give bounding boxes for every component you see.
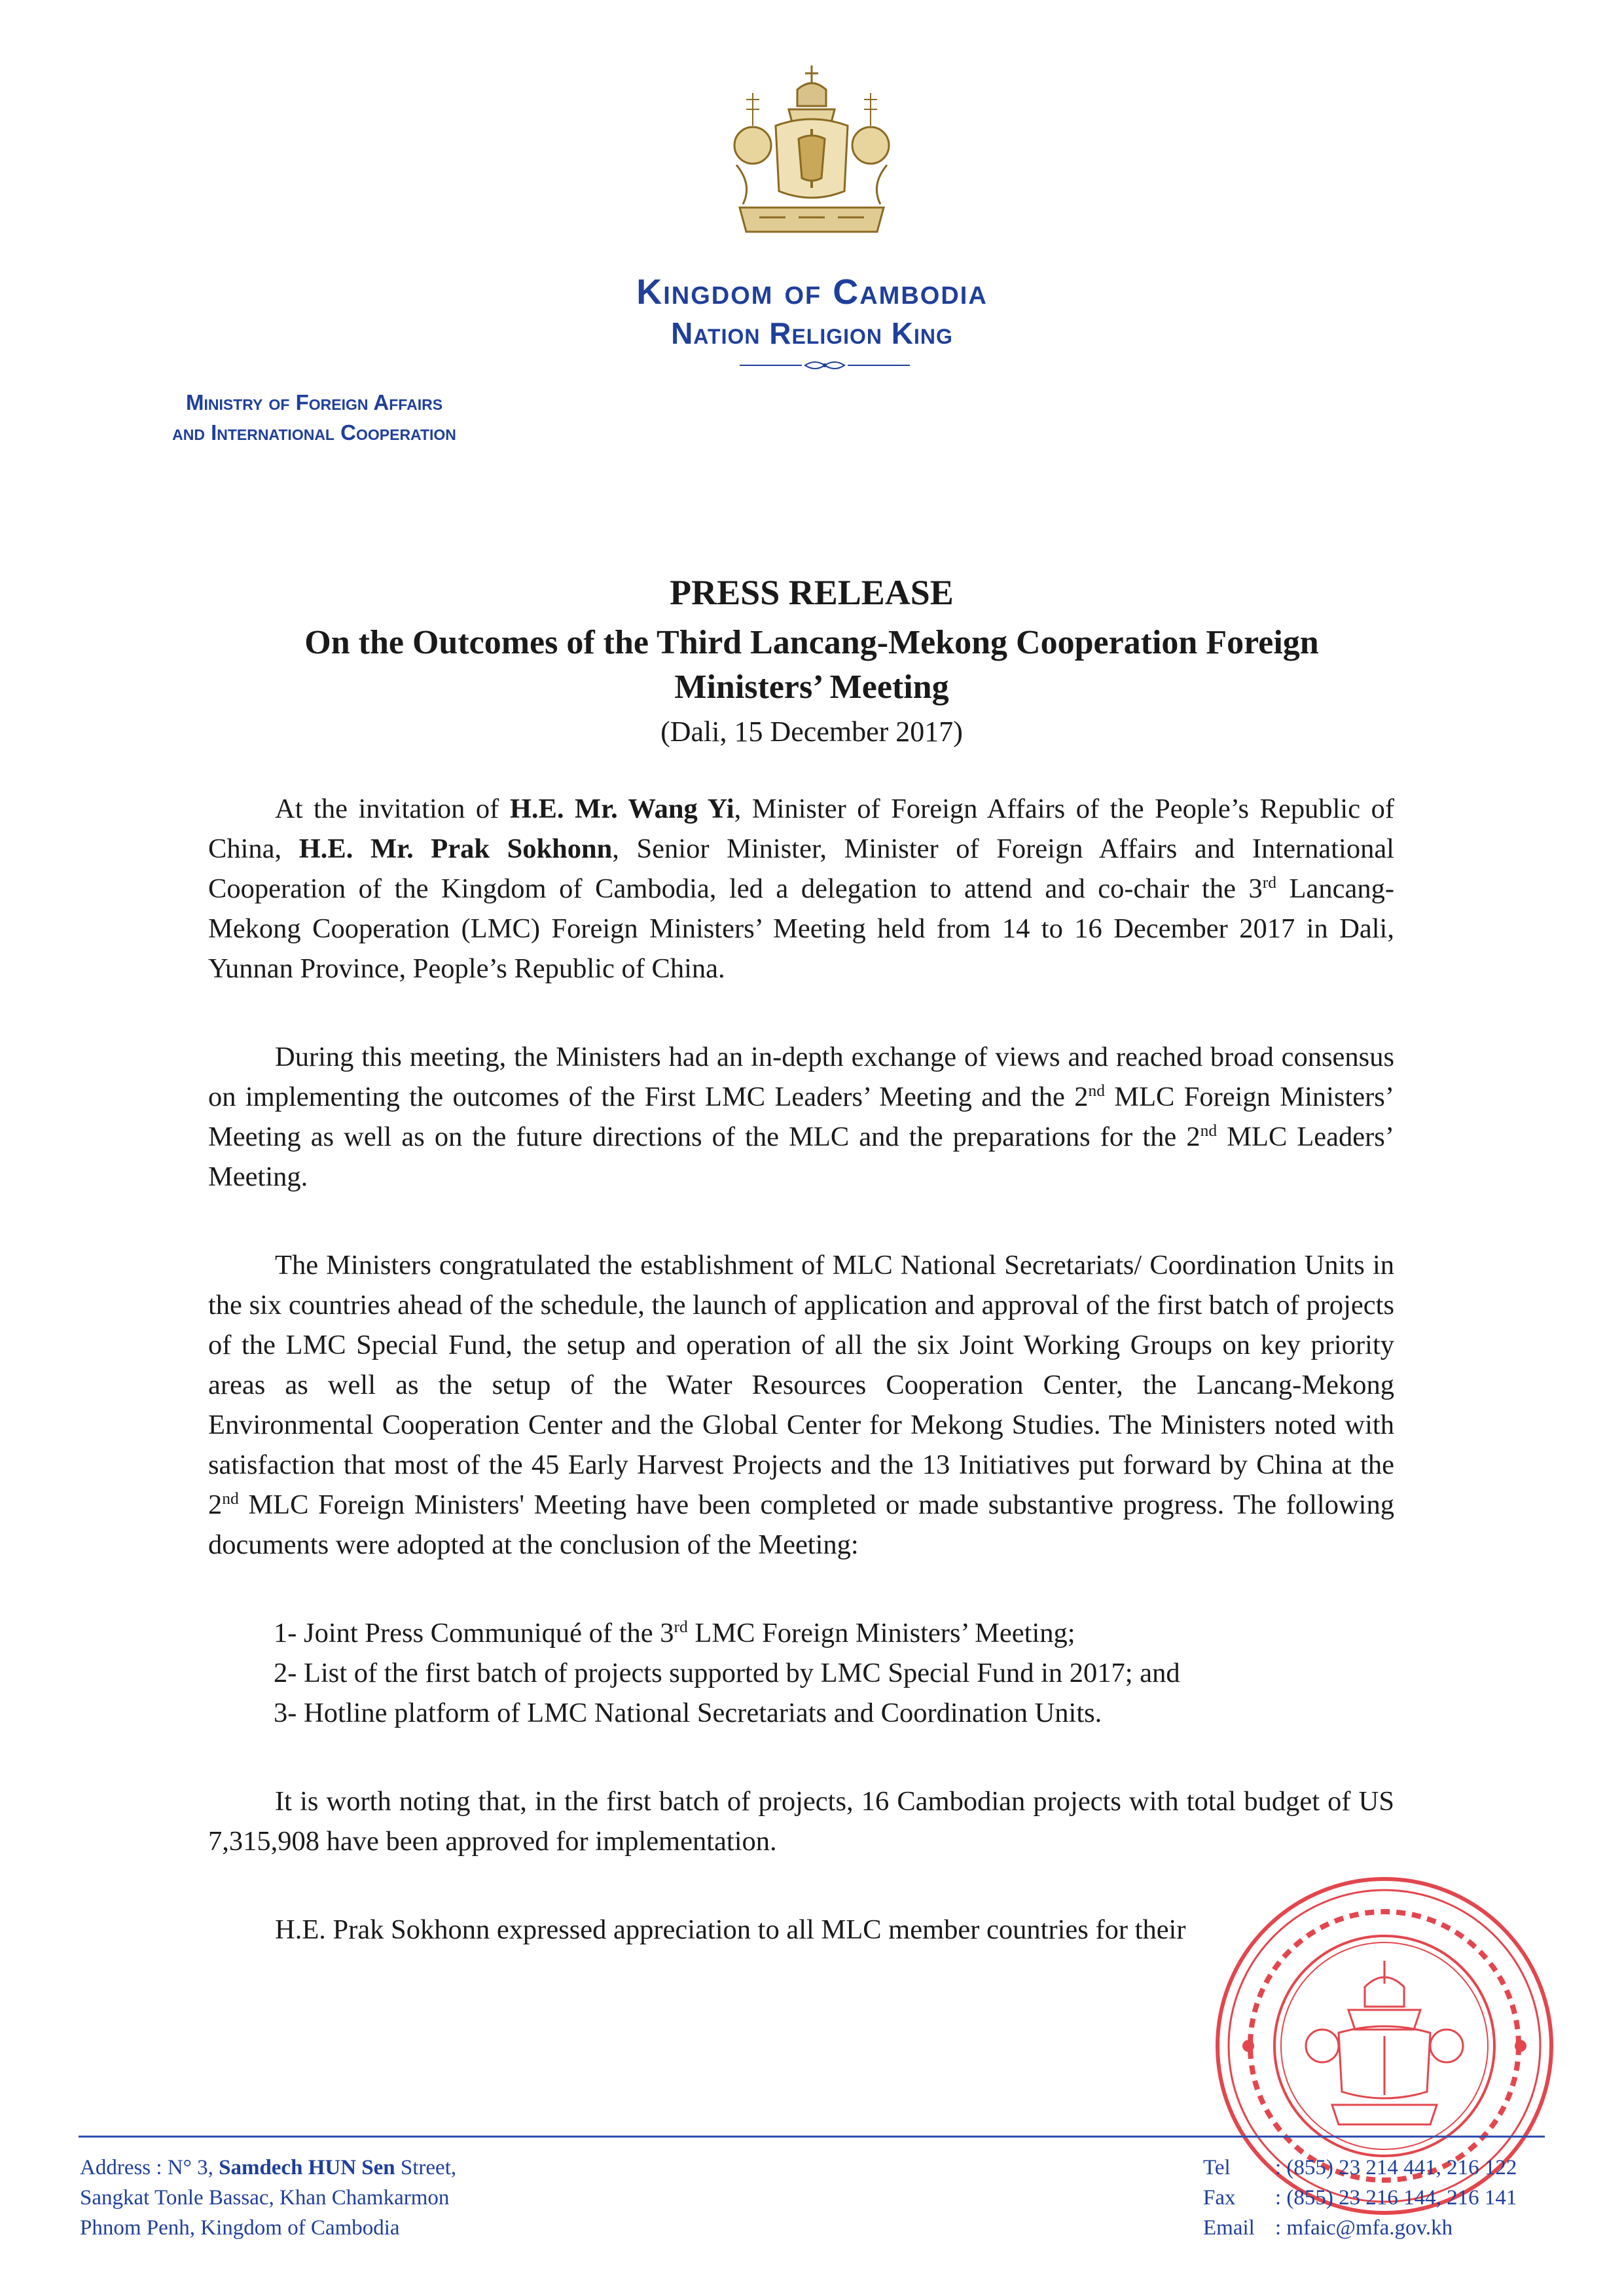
- fax-label: Fax: [1203, 2186, 1236, 2210]
- list-item-1-superscript: rd: [674, 1616, 688, 1636]
- footer-contact: [1203, 2153, 1557, 2243]
- p3-text-a: The Ministers congratulated the establishment of MLC National Secretariats/ Coordination Units in the six countries ahead of the schedule, the launch of application and approval of the first batch of projects of the LMC Special Fund, the setup and operation of all the six Joint Working Groups on key priority areas as well as the setup of the Water Resources Cooperation Center, the Lancang-Mekong Environmental Cooperation Center and the Global Center for Mekong Studies. The Ministers noted with satisfaction that most of the 45 Early Harvest Projects and the 13 Initiatives put forward by China at the 2: [208, 1250, 1394, 1520]
- national-motto: Nation Religion King: [671, 316, 953, 350]
- p2-text-b: MLC Foreign Ministers’ Meeting as well as on the future directions of the MLC and the preparations for the 2: [208, 1082, 1394, 1152]
- subtitle-line-1: On the Outcomes of the Third Lancang-Mekong Cooperation Foreign: [304, 624, 1319, 661]
- contact-fax: [1203, 2183, 1557, 2213]
- release-body: [208, 789, 1394, 1998]
- p1-name-wang-yi: H.E. Mr. Wang Yi: [509, 793, 734, 824]
- address-prefix: Address : N° 3,: [80, 2156, 219, 2179]
- royal-coat-of-arms-icon: [713, 60, 910, 250]
- p3-superscript: nd: [222, 1488, 239, 1508]
- p1-text-a: At the invitation of: [275, 793, 510, 824]
- adopted-documents-list: [208, 1613, 1394, 1733]
- tel-value: : (855) 23 214 441, 216 122: [1275, 2156, 1517, 2179]
- paragraph-5: H.E. Prak Sokhonn expressed appreciation to all MLC member countries for their: [275, 1914, 1186, 1945]
- release-subtitle: [196, 621, 1427, 710]
- p2-superscript-1: nd: [1088, 1080, 1105, 1100]
- list-item: 2- List of the first batch of projects supported by LMC Special Fund in 2017; and: [274, 1658, 1180, 1688]
- email-label: Email: [1203, 2216, 1255, 2240]
- paragraph-3: [208, 1245, 1394, 1565]
- ministry-line-1: Ministry of Foreign Affairs: [185, 390, 443, 414]
- list-item: 3- Hotline platform of LMC National Secretariats and Coordination Units.: [274, 1698, 1102, 1728]
- contact-tel: [1203, 2153, 1557, 2183]
- p1-name-prak-sokhonn: H.E. Mr. Prak Sokhonn: [298, 833, 613, 864]
- paragraph-4: It is worth noting that, in the first batch of projects, 16 Cambodian projects with total budget of US 7,315,908 have been approved for implementation.: [208, 1786, 1394, 1857]
- address-line-3: Phnom Penh, Kingdom of Cambodia: [80, 2216, 400, 2240]
- list-item-1-text-b: LMC Foreign Ministers’ Meeting;: [687, 1618, 1075, 1649]
- address-suffix: Street,: [395, 2156, 457, 2179]
- kingdom-title: Kingdom of Cambodia: [636, 272, 988, 312]
- p2-text-a: During this meeting, the Ministers had an in-depth exchange of views and reached broad consensus on implementing the outcomes of the First LMC Leaders’ Meeting and the 2: [208, 1042, 1394, 1112]
- tel-label: Tel: [1203, 2156, 1231, 2179]
- p1-text-c: , Minister of Foreign Affairs of the People’s Republic of China,: [208, 793, 1394, 864]
- email-value[interactable]: : mfaic@mfa.gov.kh: [1275, 2216, 1453, 2240]
- list-item-1-text: 1- Joint Press Communiqué of the 3: [274, 1618, 674, 1649]
- p1-superscript: rd: [1262, 872, 1276, 892]
- p1-text-f: Lancang-Mekong Cooperation (LMC) Foreign Ministers’ Meeting held from 14 to 16 December 2017 in Dali, Yunnan Province, People’s Republic of China.: [208, 873, 1394, 984]
- ministry-name: [85, 388, 543, 448]
- title-block: [196, 570, 1427, 752]
- footer-address: [80, 2153, 669, 2243]
- press-release-heading: PRESS RELEASE: [670, 573, 954, 612]
- paragraph-1: [208, 789, 1394, 989]
- fax-value: : (855) 23 216 144, 216 141: [1275, 2186, 1517, 2210]
- subtitle-line-2: Ministers’ Meeting: [674, 668, 949, 706]
- p3-text-b: MLC Foreign Ministers' Meeting have been completed or made substantive progress. The following documents were adopted at the conclusion of the Meeting:: [208, 1489, 1394, 1560]
- ministry-line-2: and International Cooperation: [172, 420, 456, 445]
- contact-email: [1203, 2213, 1557, 2243]
- address-line-1: [80, 2153, 669, 2183]
- ornament-divider-icon: [740, 359, 910, 372]
- p2-superscript-2: nd: [1200, 1120, 1218, 1140]
- address-street-name: Samdech HUN Sen: [219, 2156, 395, 2179]
- place-date: (Dali, 15 December 2017): [660, 716, 963, 748]
- list-item: [274, 1613, 1394, 1653]
- paragraph-2: [208, 1037, 1394, 1197]
- p2-text-c: MLC Leaders’ Meeting.: [208, 1121, 1394, 1192]
- address-line-2: Sangkat Tonle Bassac, Khan Chamkarmon: [80, 2186, 450, 2210]
- footer-divider: [79, 2136, 1545, 2138]
- p1-text-e: , Senior Minister, Minister of Foreign Affairs and International Cooperation of the Kingdom of Cambodia, led a delegation to attend and co-chair the 3: [208, 833, 1394, 904]
